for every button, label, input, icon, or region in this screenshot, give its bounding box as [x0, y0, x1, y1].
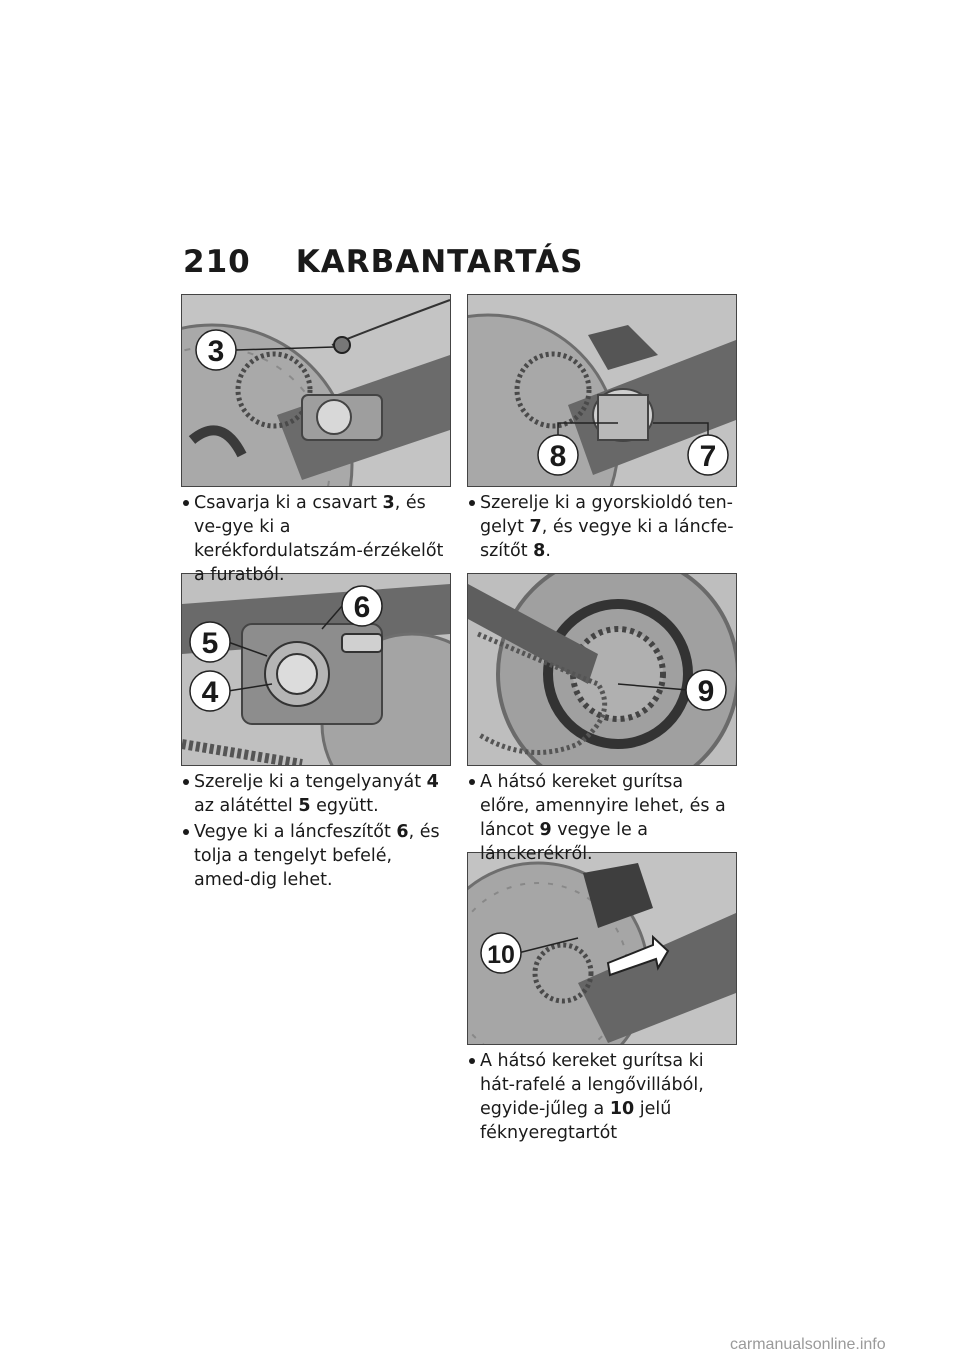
photo-wheel-sensor — [181, 294, 451, 487]
bullet-item: A hátsó kereket gurítsa előre, amennyire lehet, és a láncot 9 vegye le a lánckerékről. — [467, 770, 737, 866]
caption-remove-nut — [181, 770, 451, 892]
bullet-item: Szerelje ki a gyorskioldó ten-gelyt 7, és vegye ki a láncfe-szítőt 8. — [467, 491, 737, 563]
watermark: carmanualsonline.info — [730, 1336, 886, 1353]
callout-6: 6 — [353, 591, 371, 624]
caption-remove-sensor — [181, 491, 451, 587]
callout-5: 5 — [201, 627, 219, 660]
caption-roll-wheel-out — [467, 1049, 737, 1145]
photo-quick-release-axle — [467, 294, 737, 487]
callout-3: 3 — [207, 335, 225, 368]
callout-4: 4 — [201, 676, 219, 709]
caption-remove-chain — [467, 770, 737, 866]
bullet-item: Vegye ki a láncfeszítőt 6, és tolja a tengelyt befelé, amed-dig lehet. — [181, 820, 451, 892]
caption-remove-axle — [467, 491, 737, 563]
bullet-item: Szerelje ki a tengelyanyát 4 az alátéttel 5 együtt. — [181, 770, 451, 818]
section-title: KARBANTARTÁS — [295, 244, 584, 280]
photo-chain — [467, 573, 737, 766]
photo-axle-nut — [181, 573, 451, 766]
bullet-item: A hátsó kereket gurítsa ki hát-rafelé a lengővillából, egyide-jűleg a 10 jelű féknyeregtartót — [467, 1049, 737, 1145]
bullet-item: Csavarja ki a csavart 3, és ve-gye ki a kerékfordulatszám-érzékelőt a furatból. — [181, 491, 451, 587]
page-number: 210 — [183, 244, 251, 280]
page-header — [183, 244, 583, 284]
callout-8: 8 — [549, 440, 567, 473]
callout-7: 7 — [699, 440, 717, 473]
callout-9: 9 — [697, 675, 715, 708]
callout-10: 10 — [487, 941, 515, 969]
photo-brake-caliper — [467, 852, 737, 1045]
